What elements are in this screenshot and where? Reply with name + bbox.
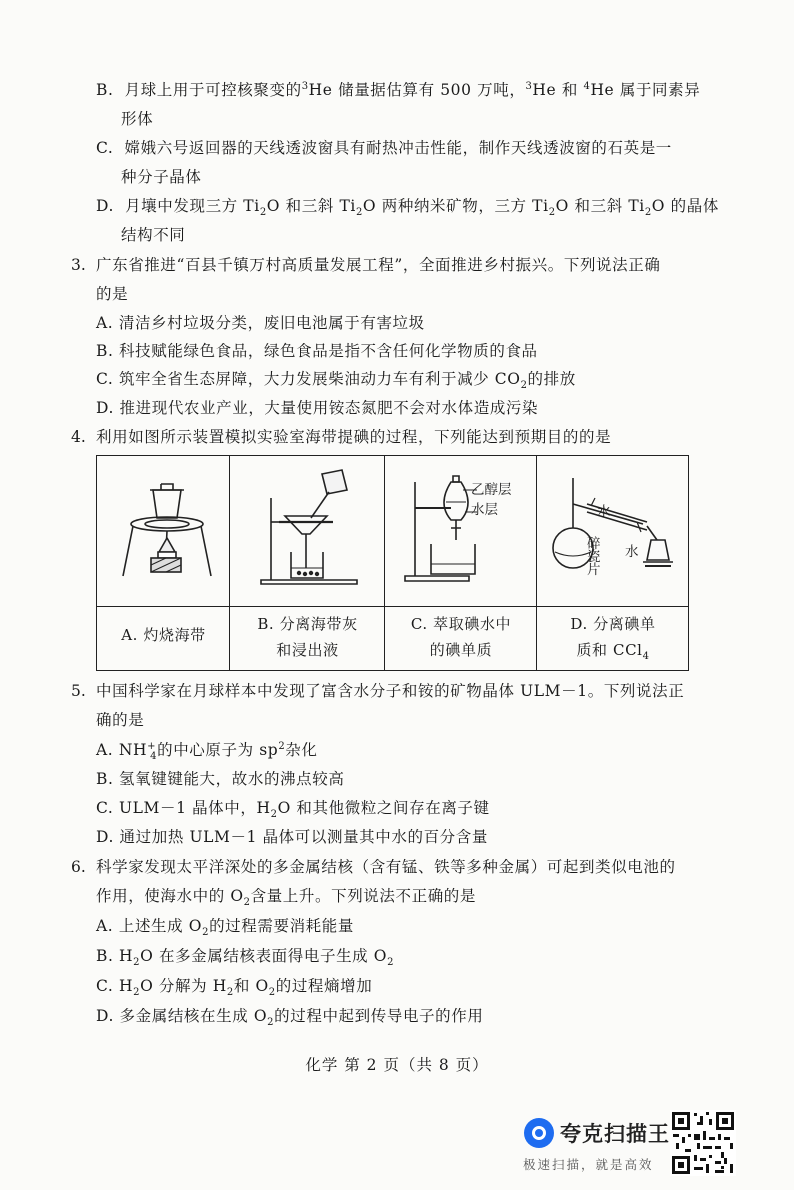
sub: 2 (267, 1017, 275, 1029)
q6-a-text: 的过程需要消耗能量 (209, 917, 354, 935)
q2-option-d-line2: 结构不同 (121, 226, 186, 244)
sub: 2 (355, 207, 363, 219)
caption-b (230, 611, 385, 663)
q6-option-c (96, 975, 372, 997)
sub: 2 (202, 927, 210, 939)
caption-d-line2 (537, 637, 689, 663)
q2-c-text: 嫦娥六号返回器的天线透波窗具有耐热冲击性能，制作天线透波窗的石英是一 (124, 139, 672, 157)
q6-b-text: O 在多金属结核表面得电子生成 O (140, 947, 388, 965)
q4-number: 4. (71, 428, 86, 446)
brand-name: 夸克扫描王 (560, 1122, 670, 1146)
sup: + (147, 740, 157, 752)
q3-stem-line1: 广东省推进“百县千镇万村高质量发展工程”，全面推进乡村振兴。下列说法正确 (96, 256, 661, 274)
q6-c-text: 的过程熵增加 (275, 977, 373, 995)
q4-stem: 利用如图所示装置模拟实验室海带提碘的过程，下列能达到预期目的的是 (96, 428, 612, 446)
q2-d-label: D. (96, 197, 115, 215)
sub: 4 (642, 651, 650, 662)
q3-option-b: B. 科技赋能绿色食品，绿色食品是指不含任何化学物质的食品 (96, 342, 538, 360)
sup: 3 (525, 80, 533, 92)
q5-number: 5. (71, 682, 86, 700)
q6-stem-text: 作用，使海水中的 O (96, 887, 244, 905)
q2-b-text: He 属于同素异 (590, 81, 701, 99)
q2-d-text: 月壤中发现三方 Ti (125, 197, 260, 215)
q6-stem-text: 含量上升。下列说法不正确的是 (250, 887, 477, 905)
caption-c-line2: 的碘单质 (429, 641, 493, 659)
quark-logo-icon (524, 1118, 554, 1148)
q2-b-label: B. (96, 81, 114, 99)
label-water-outlet: 水 (625, 544, 639, 560)
q5-option-a (96, 739, 317, 761)
q2-option-d-line1 (96, 195, 719, 217)
q6-stem-line1: 科学家发现太平洋深处的多金属结核（含有锰、铁等多种金属）可起到类似电池的 (96, 858, 676, 876)
label-water-inlet: 水 (597, 504, 611, 520)
sub: 2 (387, 957, 395, 969)
q5-a-text: 杂化 (285, 741, 318, 759)
q2-b-text: He 和 (532, 81, 578, 99)
q2-option-b-line1 (96, 79, 700, 101)
q6-option-d (96, 1005, 483, 1027)
q6-option-a (96, 915, 354, 937)
q6-number: 6. (71, 858, 86, 876)
q5-option-c (96, 797, 490, 819)
table-row-divider (97, 606, 688, 607)
q5-option-b: B. 氢氧键键能大，故水的沸点较高 (96, 770, 345, 788)
chip-char: 碎 (587, 536, 601, 552)
apparatus-distillation-icon (547, 464, 687, 594)
q5-option-d: D. 通过加热 ULM－1 晶体可以测量其中水的百分含量 (96, 828, 488, 846)
q2-option-b-line2: 形体 (121, 110, 154, 128)
brand-slogan: 极速扫描，就是高效 (523, 1157, 654, 1172)
sup: 3 (301, 80, 309, 92)
qr-code-icon (670, 1110, 736, 1176)
q6-d-text: D. 多金属结核在生成 O (96, 1007, 268, 1025)
q2-d-text: O 和三斜 Ti (266, 197, 356, 215)
sup: 4 (583, 80, 591, 92)
q2-option-c-line2: 种分子晶体 (121, 168, 202, 186)
q3-option-a: A. 清洁乡村垃圾分类，废旧电池属于有害垃圾 (96, 314, 425, 332)
caption-d-line1: D. 分离碘单 (570, 615, 656, 633)
label-ethanol-layer: 乙醇层 (471, 482, 512, 498)
label-water-layer: 水层 (471, 502, 498, 518)
q2-b-text: He 储量据估算有 500 万吨， (308, 81, 526, 99)
q5-stem-line2: 确的是 (96, 711, 145, 729)
page-footer: 化学 第 2 页（共 8 页） (305, 1056, 489, 1074)
q6-option-b (96, 945, 394, 967)
caption-d-text: 质和 CCl (576, 641, 643, 659)
sub: 2 (133, 957, 141, 969)
q2-option-c-line1 (96, 137, 672, 159)
q2-c-label: C. (96, 139, 114, 157)
sub: 2 (133, 987, 141, 999)
q6-c-text: O 分解为 H (140, 977, 227, 995)
chip-char: 瓷 (587, 549, 601, 565)
sub: 2 (520, 380, 528, 392)
caption-c (385, 611, 537, 663)
chip-char: 片 (587, 562, 601, 578)
sub: 2 (243, 897, 251, 909)
q3-option-d: D. 推进现代农业产业，大量使用铵态氮肥不会对水体造成污染 (96, 399, 539, 417)
q6-stem-line2 (96, 885, 476, 907)
q5-a-text: A. NH (96, 741, 148, 759)
q3-c-text: C. 筑牢全省生态屏障，大力发展柴油动力车有利于减少 CO (96, 370, 521, 388)
q6-c-text: C. H (96, 977, 134, 995)
sub: 4 (150, 751, 158, 763)
caption-b-line1: B. 分离海带灰 (257, 615, 358, 633)
apparatus-filtration-icon (247, 468, 377, 594)
q5-stem-line1: 中国科学家在月球样本中发现了富含水分子和铵的矿物晶体 ULM－1。下列说法正 (96, 682, 685, 700)
sup: 2 (278, 740, 286, 752)
sub: 2 (548, 207, 556, 219)
label-porcelain-chips (587, 538, 601, 577)
apparatus-table (96, 455, 689, 671)
q5-c-text: C. ULM－1 晶体中，H (96, 799, 271, 817)
sub: 2 (270, 809, 278, 821)
q3-c-text: 的排放 (527, 370, 576, 388)
q2-d-text: O 的晶体 (651, 197, 719, 215)
caption-a: A. 灼烧海带 (121, 626, 206, 644)
q2-d-text: O 和三斜 Ti (555, 197, 645, 215)
caption-d (537, 611, 689, 663)
sub: 2 (259, 207, 267, 219)
q2-b-text: 月球上用于可控核聚变的 (124, 81, 302, 99)
q6-d-text: 的过程中起到传导电子的作用 (274, 1007, 484, 1025)
q6-a-text: A. 上述生成 O (96, 917, 203, 935)
q6-c-text: 和 O (233, 977, 269, 995)
sub: 2 (268, 987, 276, 999)
caption-c-line1: C. 萃取碘水中 (410, 615, 512, 633)
q5-c-text: O 和其他微粒之间存在离子键 (277, 799, 490, 817)
q3-stem-line2: 的是 (96, 285, 129, 303)
q3-option-c (96, 368, 576, 390)
q2-d-text: O 两种纳米矿物，三方 Ti (362, 197, 549, 215)
sub: 2 (226, 987, 234, 999)
q3-number: 3. (71, 256, 86, 274)
sub: 2 (644, 207, 652, 219)
caption-b-line2: 和浸出液 (276, 641, 339, 659)
q5-a-text: 的中心原子为 sp (157, 741, 279, 759)
apparatus-crucible-tripod-icon (117, 474, 217, 594)
q6-b-text: B. H (96, 947, 134, 965)
